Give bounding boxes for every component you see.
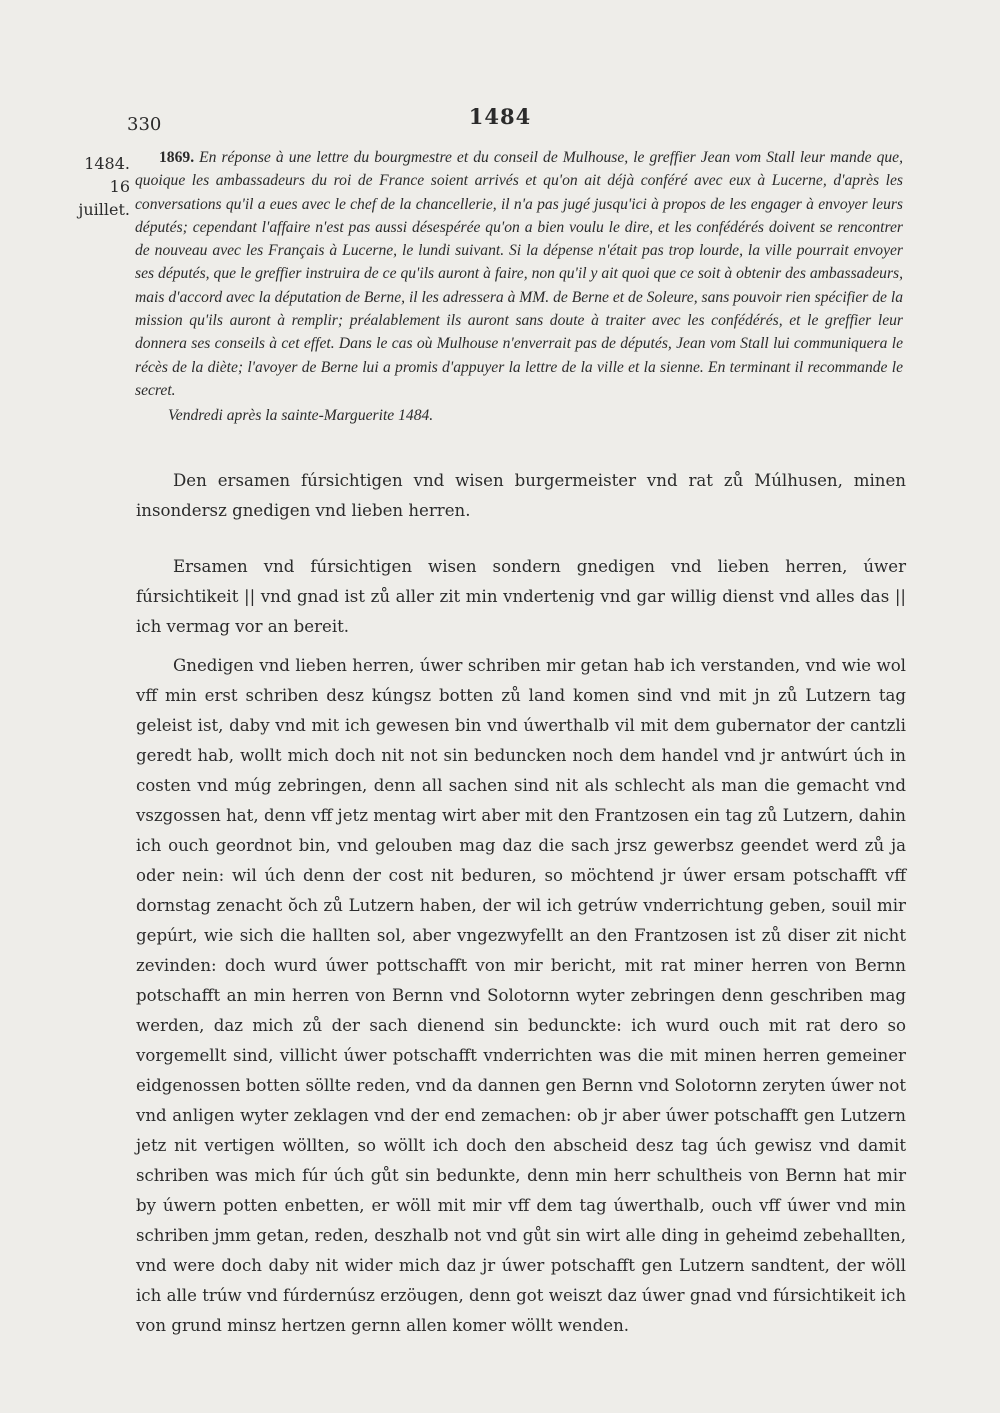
running-head: 1484 xyxy=(468,104,532,129)
letter-address: Den ersamen fúrsichtigen vnd wisen burgermeister vnd rat zů Múlhusen, minen insondersz gnedigen vnd lieben herren. xyxy=(136,471,906,520)
entry-number: 1869. xyxy=(159,149,195,166)
letter-paragraph-1: Ersamen vnd fúrsichtigen wisen sondern gnedigen vnd lieben herren, úwer fúrsichtikeit || vnd gnad ist zů aller zit min vndertenig vnd gar willig dienst vnd alles das || ich vermag vor an bereit. xyxy=(136,557,906,636)
entry-summary xyxy=(135,146,903,428)
margin-note xyxy=(60,152,130,221)
margin-note-year: 1484. xyxy=(84,154,130,173)
letter-paragraph-2: Gnedigen vnd lieben herren, úwer schriben mir getan hab ich verstanden, vnd wie wol vff min erst schriben desz kúngsz botten zů land komen sind vnd mit jn zů Lutzern tag geleist ist, daby vnd mit ich gewesen bin vnd úwerthalb vil mit dem gubernator der cantzli geredt hab, wollt mich doch nit not sin beduncken noch dem handel vnd jr antwúrt úch in costen vnd múg zebringen, denn all sachen sind nit als schlecht als man die gemacht vnd vszgossen hat, denn vff jetz mentag wirt aber mit den Frantzosen ein tag zů Lutzern, dahin ich ouch geordnot bin, vnd gelouben mag daz die sach jrsz gewerbsz geendet werd zů ja oder nein: wil úch denn der cost nit beduren, so möchtend jr úwer ersam potschafft vff dornstag zenacht ŏch zů Lutzern haben, der wil ich getrúw vnderrichtung geben, souil mir gepúrt, wie sich die hallten sol, aber vngezwyfellt an den Frantzosen ist zů diser zit nicht zevinden: doch wurd úwer pottschafft von mir bericht, mit rat miner herren von Bernn potschafft an min herren von Bernn vnd Solotornn wyter zebringen denn geschriben mag werden, daz mich zů der sach dienend sin bedunckte: ich wurd ouch mit rat dero so vorgemellt sind, villicht úwer potschafft vnderrichten was die mit minen herren gemeiner eidgenossen botten söllte reden, vnd da dannen gen Bernn vnd Solotornn zeryten úwer not vnd anligen wyter zeklagen vnd der end zemachen: ob jr aber úwer potschafft gen Lutzern jetz nit vertigen wöllten, so wöllt ich doch den abscheid desz tag úch gewisz vnd damit schriben was mich fúr úch gůt sin bedunkte, denn min herr schultheis von Bernn hat mir by úwern potten enbetten, er wöll mit mir vff dem tag úwerthalb, ouch vff úwer vnd min schriben jmm getan, reden, deszhalb not vnd gůt sin wirt alle ding in geheimd zebehallten, vnd were doch daby nit wider mich daz jr úwer potschafft gen Lutzern sandtent, der wöll ich alle trúw vnd fúrdernúsz erzöugen, denn got weiszt daz úwer gnad vnd fúrsichtikeit ich von grund minsz hertzen gernn allen komer wöllt wenden. xyxy=(136,656,906,1335)
letter-text xyxy=(136,466,906,1341)
page-number: 330 xyxy=(127,114,162,135)
margin-note-date: 16 juillet. xyxy=(78,177,130,219)
summary-text: En réponse à une lettre du bourgmestre et du conseil de Mulhouse, le greffier Jean vom Stall leur mande que, quoique les ambassadeurs du roi de France soient arrivés et qu'on ait déjà conféré avec eux à Lucerne, d'après les conversations qu'il a eues avec le chef de la chancellerie, il n'a pas jugé jusqu'ici à propos de les engager à envoyer leurs députés; cependant l'affaire n'est pas aussi désespérée qu'on a bien voulu le dire, et les confédérés doivent se rencontrer de nouveau avec les Français à Lucerne, le lundi suivant. Si la dépense n'était pas trop lourde, la ville pourrait envoyer ses députés, que le greffier instruira de ce qu'ils auront à faire, non qu'il y ait quoi que ce soit à obtenir des ambassadeurs, mais d'accord avec la députation de Berne, il les adressera à MM. de Berne et de Soleure, sans pouvoir rien spécifier de la mission qu'ils auront à remplir; préalablement ils auront sans doute à traiter avec les confédérés, et le greffier leur donnera ses conseils à cet effet. Dans le cas où Mulhouse n'enverrait pas de députés, Jean vom Stall lui communiquera le récès de la diète; l'avoyer de Berne lui a promis d'appuyer la lettre de la ville et la sienne. En terminant il recommande le secret. xyxy=(135,149,903,399)
summary-dateline: Vendredi après la sainte-Marguerite 1484. xyxy=(168,407,434,425)
